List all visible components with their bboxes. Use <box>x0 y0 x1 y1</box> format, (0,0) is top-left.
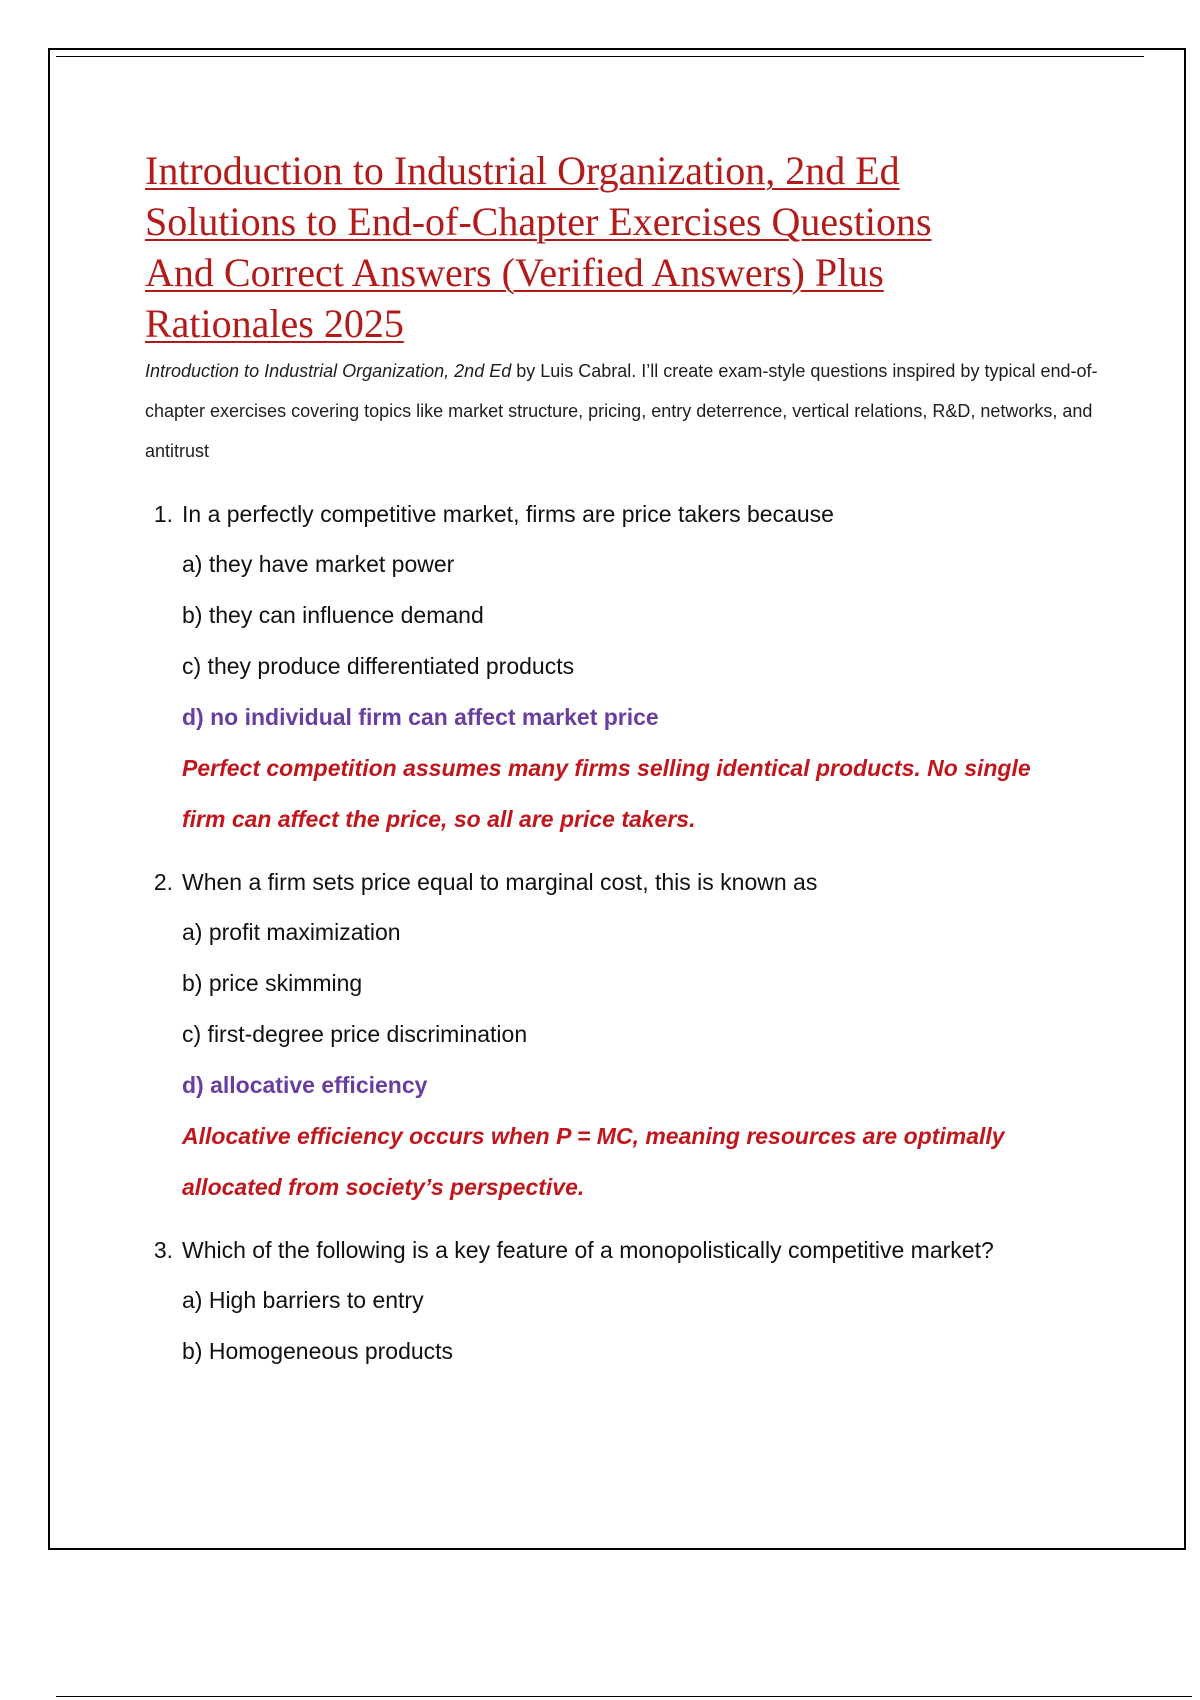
answer-option: c) first-degree price discrimination <box>182 1021 528 1047</box>
question-item <box>145 857 1105 1213</box>
question-list <box>145 489 1105 1377</box>
title-line: Rationales 2025 <box>145 301 404 346</box>
option-list <box>145 539 1105 743</box>
question-text: When a firm sets price equal to marginal cost, this is known as <box>182 869 818 895</box>
title-line: Introduction to Industrial Organization, 2nd Ed <box>145 148 900 193</box>
question-number: 3. <box>153 1237 173 1263</box>
answer-option: a) High barriers to entry <box>182 1287 424 1313</box>
question-text: Which of the following is a key feature of a monopolistically competitive market? <box>182 1237 994 1263</box>
rationale-text: Perfect competition assumes many firms selling identical products. No single firm can affect the price, so all are price takers. <box>182 755 1031 832</box>
answer-option: a) they have market power <box>182 551 455 577</box>
question-item <box>145 489 1105 845</box>
intro-text: by Luis Cabral. I’ll create exam-style questions inspired by typical end-of-chapter exercises covering topics like market structure, pricing, entry deterrence, vertical relations, R&D, networks, and antitrust <box>145 361 1098 461</box>
document-title <box>145 145 1105 349</box>
top-rule <box>56 56 1144 57</box>
option-list <box>145 907 1105 1111</box>
answer-option: a) profit maximization <box>182 919 401 945</box>
intro-paragraph <box>145 351 1105 471</box>
option-list <box>145 1275 1105 1377</box>
answer-option: b) they can influence demand <box>182 602 484 628</box>
question-item <box>145 1225 1105 1377</box>
answer-option: b) Homogeneous products <box>182 1338 454 1364</box>
question-number: 2. <box>153 869 173 895</box>
question-text: In a perfectly competitive market, firms are price takers because <box>182 501 834 527</box>
title-line: Solutions to End-of-Chapter Exercises Questions <box>145 199 932 244</box>
rationale-text: Allocative efficiency occurs when P = MC, meaning resources are optimally allocated from society’s perspective. <box>182 1123 1005 1200</box>
answer-option: b) price skimming <box>182 970 363 996</box>
document-content <box>145 145 1105 1389</box>
correct-answer-option: d) allocative efficiency <box>182 1072 428 1098</box>
title-line: And Correct Answers (Verified Answers) Plus <box>145 250 884 295</box>
correct-answer-option: d) no individual firm can affect market price <box>182 704 659 730</box>
answer-option: c) they produce differentiated products <box>182 653 575 679</box>
question-number: 1. <box>153 501 173 527</box>
intro-book-title: Introduction to Industrial Organization, 2nd Ed <box>145 361 512 381</box>
bottom-rule <box>56 1696 1192 1697</box>
